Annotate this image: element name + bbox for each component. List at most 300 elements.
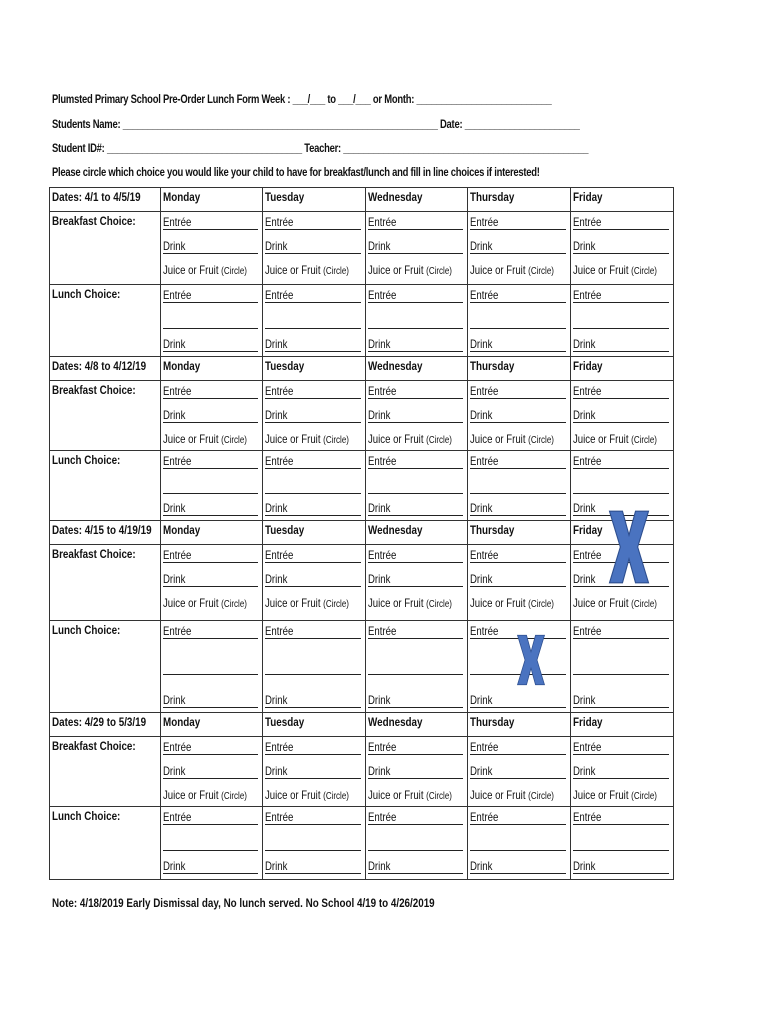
entree-line[interactable]: [368, 454, 463, 469]
day-name: Thursday: [470, 523, 515, 537]
drink-text: Drink: [367, 693, 391, 707]
lunch-label-text: Lunch Choice:: [52, 453, 121, 467]
drink-line[interactable]: [573, 859, 669, 874]
entree-text: Entrée: [470, 548, 499, 562]
circle-text: (Circle): [425, 435, 452, 446]
entree-text: Entrée: [572, 384, 601, 398]
circle-text: (Circle): [630, 435, 657, 446]
entree-line[interactable]: [368, 740, 463, 755]
breakfast-cell-wednesday[interactable]: [366, 212, 468, 284]
drink-line[interactable]: [265, 408, 360, 423]
week-dates-text: Dates: 4/1 to 4/5/19: [52, 190, 141, 204]
juice-line[interactable]: [163, 788, 258, 802]
entree-line[interactable]: [163, 384, 258, 399]
day-header-thursday: [468, 521, 570, 544]
entree-text: Entrée: [162, 384, 191, 398]
entree-line[interactable]: [265, 215, 360, 230]
juice-main-text: Juice or Fruit: [162, 432, 219, 446]
drink-line[interactable]: [573, 693, 669, 708]
drink-text: Drink: [367, 501, 391, 515]
juice-line[interactable]: [265, 432, 360, 446]
breakfast-row: [50, 212, 673, 285]
circle-text: (Circle): [630, 266, 657, 277]
breakfast-cell-monday[interactable]: [161, 737, 263, 806]
entree-line[interactable]: [265, 810, 360, 825]
drink-line[interactable]: [368, 693, 463, 708]
entree-line[interactable]: [163, 454, 258, 469]
juice-main-text: Juice or Fruit: [265, 788, 321, 802]
entree-line[interactable]: [470, 384, 565, 399]
breakfast-cell-thursday[interactable]: [468, 212, 570, 284]
breakfast-cell-friday[interactable]: [571, 381, 673, 450]
drink-line[interactable]: [163, 239, 258, 254]
entree-text: Entrée: [265, 215, 294, 229]
entree-line[interactable]: [573, 624, 669, 639]
drink-line[interactable]: [265, 764, 360, 779]
week-header-row: [50, 713, 673, 737]
circle-text: (Circle): [630, 599, 657, 610]
entree-line[interactable]: [265, 740, 360, 755]
drink-line[interactable]: [163, 337, 258, 352]
juice-or-fruit-text: [470, 263, 554, 277]
entree-text: Entrée: [162, 624, 191, 638]
drink-line[interactable]: [163, 693, 258, 708]
student-name-line: Students Name: _______________________________________________________________ Date: _______________________: [52, 119, 580, 131]
drink-line[interactable]: [163, 764, 258, 779]
day-name: Wednesday: [367, 523, 423, 537]
entree-line[interactable]: [265, 624, 360, 639]
drink-text: Drink: [265, 239, 288, 253]
entree-line[interactable]: [470, 810, 565, 825]
day-header-monday: [161, 188, 263, 211]
juice-or-fruit-text: [368, 788, 452, 802]
drink-text: Drink: [367, 337, 391, 351]
juice-line[interactable]: [163, 596, 258, 610]
lunch-row: [50, 451, 673, 521]
day-header-wednesday: [366, 713, 468, 736]
juice-or-fruit-text: [265, 788, 349, 802]
breakfast-label: [50, 381, 161, 450]
lunch-cell-tuesday[interactable]: [263, 285, 365, 356]
lunch-cell-monday[interactable]: [161, 621, 263, 712]
lunch-cell-wednesday[interactable]: [366, 621, 468, 712]
drink-text: Drink: [265, 501, 288, 515]
drink-text: Drink: [162, 337, 186, 351]
x-mark-icon: [516, 633, 546, 687]
lunch-label-text: Lunch Choice:: [52, 809, 121, 823]
entree-line[interactable]: [265, 548, 360, 563]
blank-line[interactable]: [265, 479, 360, 494]
lunch-cell-tuesday[interactable]: [263, 621, 365, 712]
circle-text: (Circle): [220, 791, 247, 802]
juice-line[interactable]: [368, 432, 463, 446]
drink-line[interactable]: [470, 693, 565, 708]
drink-text: Drink: [470, 859, 493, 873]
entree-line[interactable]: [368, 624, 463, 639]
drink-line[interactable]: [368, 859, 463, 874]
entree-text: Entrée: [367, 740, 396, 754]
juice-line[interactable]: [265, 788, 360, 802]
entree-line[interactable]: [163, 810, 258, 825]
lunch-cell-wednesday[interactable]: [366, 451, 468, 520]
juice-line[interactable]: [368, 263, 463, 277]
lunch-cell-wednesday[interactable]: [366, 285, 468, 356]
breakfast-cell-thursday[interactable]: [468, 545, 570, 620]
breakfast-cell-tuesday[interactable]: [263, 737, 365, 806]
juice-main-text: Juice or Fruit: [367, 263, 424, 277]
drink-line[interactable]: [368, 239, 463, 254]
entree-line[interactable]: [163, 215, 258, 230]
week-header-row: [50, 521, 673, 545]
juice-line[interactable]: [265, 263, 360, 277]
drink-line[interactable]: [265, 693, 360, 708]
day-name: Thursday: [470, 715, 515, 729]
breakfast-label-text: Breakfast Choice:: [52, 547, 136, 561]
day-name: Monday: [162, 359, 200, 373]
lunch-cell-thursday[interactable]: [468, 621, 570, 712]
entree-line[interactable]: [163, 288, 258, 303]
x-mark-icon: [607, 509, 651, 585]
juice-or-fruit-text: [573, 596, 657, 610]
drink-line[interactable]: [470, 764, 565, 779]
entree-text: Entrée: [162, 215, 191, 229]
juice-or-fruit-text: [368, 432, 452, 446]
lunch-cell-tuesday[interactable]: [263, 451, 365, 520]
blank-line[interactable]: [368, 314, 463, 329]
juice-main-text: Juice or Fruit: [162, 263, 219, 277]
drink-line[interactable]: [163, 572, 258, 587]
circle-text: (Circle): [220, 266, 247, 277]
breakfast-cell-tuesday[interactable]: [263, 381, 365, 450]
day-header-friday: [571, 188, 673, 211]
drink-text: Drink: [572, 764, 595, 778]
blank-line[interactable]: [265, 314, 360, 329]
entree-text: Entrée: [367, 454, 396, 468]
circle-text: (Circle): [528, 266, 554, 277]
entree-text: Entrée: [470, 215, 499, 229]
juice-or-fruit-text: [368, 596, 452, 610]
juice-line[interactable]: [265, 596, 360, 610]
circle-text: (Circle): [528, 435, 554, 446]
juice-main-text: Juice or Fruit: [572, 432, 629, 446]
juice-line[interactable]: [573, 432, 669, 446]
breakfast-row: [50, 737, 673, 807]
blank-line[interactable]: [470, 836, 565, 851]
entree-text: Entrée: [572, 810, 601, 824]
drink-text: Drink: [162, 859, 186, 873]
day-name: Friday: [572, 715, 603, 729]
juice-or-fruit-text: [470, 788, 554, 802]
drink-line[interactable]: [265, 859, 360, 874]
day-name: Wednesday: [367, 359, 423, 373]
student-id-line: Student ID#: _______________________________________ Teacher: _________________________________________________: [52, 143, 589, 155]
lunch-cell-tuesday[interactable]: [263, 807, 365, 879]
day-name: Friday: [572, 359, 603, 373]
lunch-label: [50, 807, 161, 879]
entree-text: Entrée: [572, 548, 601, 562]
entree-line[interactable]: [573, 810, 669, 825]
drink-text: Drink: [572, 693, 595, 707]
blank-line[interactable]: [163, 314, 258, 329]
day-header-friday: [571, 357, 673, 380]
drink-text: Drink: [162, 572, 186, 586]
entree-line[interactable]: [368, 810, 463, 825]
juice-line[interactable]: [470, 596, 565, 610]
drink-line[interactable]: [573, 337, 669, 352]
circle-text: (Circle): [425, 266, 452, 277]
drink-line[interactable]: [265, 501, 360, 516]
lunch-cell-thursday[interactable]: [468, 451, 570, 520]
day-header-monday: [161, 357, 263, 380]
drink-text: Drink: [470, 764, 493, 778]
drink-text: Drink: [572, 239, 595, 253]
drink-line[interactable]: [163, 408, 258, 423]
circle-text: (Circle): [323, 435, 350, 446]
breakfast-label-text: Breakfast Choice:: [52, 214, 136, 228]
day-header-tuesday: [263, 521, 365, 544]
drink-line[interactable]: [470, 408, 565, 423]
day-header-friday: [571, 713, 673, 736]
juice-or-fruit-text: [163, 263, 247, 277]
breakfast-cell-friday[interactable]: [571, 212, 673, 284]
entree-line[interactable]: [163, 548, 258, 563]
day-name: Thursday: [470, 190, 515, 204]
lunch-cell-thursday[interactable]: [468, 807, 570, 879]
entree-text: Entrée: [572, 215, 601, 229]
breakfast-cell-tuesday[interactable]: [263, 545, 365, 620]
drink-line[interactable]: [368, 408, 463, 423]
entree-text: Entrée: [265, 548, 294, 562]
drink-line[interactable]: [368, 337, 463, 352]
juice-or-fruit-text: [470, 596, 554, 610]
breakfast-cell-monday[interactable]: [161, 545, 263, 620]
blank-line[interactable]: [573, 836, 669, 851]
juice-or-fruit-text: [573, 263, 657, 277]
breakfast-cell-wednesday[interactable]: [366, 545, 468, 620]
form-title-line: Plumsted Primary School Pre-Order Lunch Form Week : ___/___ to ___/___ or Month: ___________________________: [52, 94, 552, 106]
drink-text: Drink: [162, 693, 186, 707]
entree-line[interactable]: [368, 215, 463, 230]
entree-line[interactable]: [163, 624, 258, 639]
blank-line[interactable]: [265, 836, 360, 851]
lunch-cell-thursday[interactable]: [468, 285, 570, 356]
breakfast-cell-thursday[interactable]: [468, 381, 570, 450]
drink-text: Drink: [162, 764, 186, 778]
week-dates-label: [50, 357, 161, 380]
circle-text: (Circle): [220, 435, 247, 446]
breakfast-label: [50, 545, 161, 620]
drink-text: Drink: [162, 408, 186, 422]
breakfast-label-text: Breakfast Choice:: [52, 383, 136, 397]
lunch-row: [50, 285, 673, 357]
drink-line[interactable]: [265, 337, 360, 352]
entree-text: Entrée: [470, 740, 499, 754]
breakfast-cell-friday[interactable]: [571, 737, 673, 806]
lunch-row: [50, 621, 673, 713]
day-header-tuesday: [263, 188, 365, 211]
drink-line[interactable]: [368, 501, 463, 516]
entree-line[interactable]: [573, 384, 669, 399]
entree-line[interactable]: [265, 384, 360, 399]
juice-line[interactable]: [470, 788, 565, 802]
juice-line[interactable]: [163, 432, 258, 446]
juice-or-fruit-text: [470, 432, 554, 446]
entree-text: Entrée: [572, 454, 601, 468]
entree-line[interactable]: [573, 454, 669, 469]
juice-line[interactable]: [573, 788, 669, 802]
entree-line[interactable]: [573, 215, 669, 230]
entree-line[interactable]: [265, 288, 360, 303]
breakfast-cell-monday[interactable]: [161, 381, 263, 450]
entree-text: Entrée: [470, 454, 499, 468]
entree-line[interactable]: [368, 288, 463, 303]
drink-line[interactable]: [470, 337, 565, 352]
breakfast-cell-wednesday[interactable]: [366, 381, 468, 450]
drink-line[interactable]: [573, 764, 669, 779]
juice-line[interactable]: [573, 596, 669, 610]
blank-line[interactable]: [470, 479, 565, 494]
day-header-tuesday: [263, 713, 365, 736]
breakfast-label-text: Breakfast Choice:: [52, 739, 136, 753]
drink-line[interactable]: [573, 408, 669, 423]
entree-line[interactable]: [470, 215, 565, 230]
week-dates-label: [50, 188, 161, 211]
blank-line[interactable]: [368, 479, 463, 494]
entree-text: Entrée: [572, 740, 601, 754]
lunch-cell-monday[interactable]: [161, 807, 263, 879]
circle-text: (Circle): [528, 599, 554, 610]
drink-line[interactable]: [470, 239, 565, 254]
entree-line[interactable]: [470, 740, 565, 755]
breakfast-cell-wednesday[interactable]: [366, 737, 468, 806]
day-header-tuesday: [263, 357, 365, 380]
circle-text: (Circle): [220, 599, 247, 610]
lunch-label: [50, 451, 161, 520]
blank-line[interactable]: [573, 479, 669, 494]
drink-text: Drink: [572, 337, 595, 351]
breakfast-cell-thursday[interactable]: [468, 737, 570, 806]
breakfast-cell-friday[interactable]: [571, 545, 673, 620]
week-header-row: [50, 188, 673, 212]
juice-or-fruit-text: [265, 596, 349, 610]
juice-line[interactable]: [573, 263, 669, 277]
juice-or-fruit-text: [265, 263, 349, 277]
drink-line[interactable]: [470, 501, 565, 516]
drink-line[interactable]: [163, 859, 258, 874]
blank-line[interactable]: [368, 836, 463, 851]
juice-or-fruit-text: [163, 596, 247, 610]
entree-text: Entrée: [265, 288, 294, 302]
blank-line[interactable]: [265, 660, 360, 675]
breakfast-label: [50, 737, 161, 806]
entree-line[interactable]: [470, 548, 565, 563]
lunch-row: [50, 807, 673, 879]
day-name: Monday: [162, 715, 200, 729]
entree-line[interactable]: [163, 740, 258, 755]
blank-line[interactable]: [470, 314, 565, 329]
entree-line[interactable]: [573, 740, 669, 755]
entree-text: Entrée: [265, 740, 294, 754]
blank-line[interactable]: [368, 660, 463, 675]
drink-line[interactable]: [573, 239, 669, 254]
entree-line[interactable]: [470, 454, 565, 469]
juice-line[interactable]: [470, 432, 565, 446]
juice-line[interactable]: [470, 263, 565, 277]
entree-line[interactable]: [470, 288, 565, 303]
juice-line[interactable]: [368, 596, 463, 610]
x-mark-shape: [518, 635, 545, 685]
breakfast-cell-tuesday[interactable]: [263, 212, 365, 284]
drink-text: Drink: [265, 859, 288, 873]
juice-or-fruit-text: [265, 432, 349, 446]
lunch-cell-friday[interactable]: [571, 807, 673, 879]
blank-line[interactable]: [163, 479, 258, 494]
lunch-cell-monday[interactable]: [161, 451, 263, 520]
drink-line[interactable]: [163, 501, 258, 516]
juice-or-fruit-text: [573, 432, 657, 446]
day-header-thursday: [468, 357, 570, 380]
entree-text: Entrée: [162, 740, 191, 754]
drink-line[interactable]: [470, 859, 565, 874]
drink-text: Drink: [265, 693, 288, 707]
entree-text: Entrée: [470, 624, 499, 638]
week-dates-label: [50, 521, 161, 544]
breakfast-cell-monday[interactable]: [161, 212, 263, 284]
entree-line[interactable]: [573, 288, 669, 303]
blank-line[interactable]: [163, 660, 258, 675]
entree-text: Entrée: [572, 624, 601, 638]
drink-line[interactable]: [470, 572, 565, 587]
entree-text: Entrée: [162, 548, 191, 562]
entree-line[interactable]: [368, 548, 463, 563]
lunch-label-text: Lunch Choice:: [52, 287, 121, 301]
blank-line[interactable]: [573, 660, 669, 675]
entree-text: Entrée: [572, 288, 601, 302]
blank-line[interactable]: [573, 314, 669, 329]
breakfast-row: [50, 545, 673, 621]
day-name: Tuesday: [265, 190, 305, 204]
lunch-cell-friday[interactable]: [571, 285, 673, 356]
juice-line[interactable]: [163, 263, 258, 277]
lunch-cell-monday[interactable]: [161, 285, 263, 356]
juice-main-text: Juice or Fruit: [162, 788, 219, 802]
entree-text: Entrée: [470, 810, 499, 824]
day-name: Monday: [162, 190, 200, 204]
drink-line[interactable]: [265, 572, 360, 587]
entree-text: Entrée: [265, 454, 294, 468]
drink-line[interactable]: [265, 239, 360, 254]
entree-line[interactable]: [265, 454, 360, 469]
circle-text: (Circle): [630, 791, 657, 802]
drink-line[interactable]: [368, 764, 463, 779]
lunch-cell-friday[interactable]: [571, 621, 673, 712]
week-dates-text: Dates: 4/15 to 4/19/19: [52, 523, 152, 537]
entree-text: Entrée: [367, 624, 396, 638]
drink-text: Drink: [367, 572, 391, 586]
lunch-cell-wednesday[interactable]: [366, 807, 468, 879]
circle-text: (Circle): [323, 266, 350, 277]
day-name: Monday: [162, 523, 200, 537]
juice-or-fruit-text: [368, 263, 452, 277]
drink-text: Drink: [265, 337, 288, 351]
breakfast-label: [50, 212, 161, 284]
entree-line[interactable]: [368, 384, 463, 399]
blank-line[interactable]: [163, 836, 258, 851]
entree-text: Entrée: [265, 810, 294, 824]
drink-line[interactable]: [368, 572, 463, 587]
circle-text: (Circle): [323, 599, 350, 610]
juice-line[interactable]: [368, 788, 463, 802]
